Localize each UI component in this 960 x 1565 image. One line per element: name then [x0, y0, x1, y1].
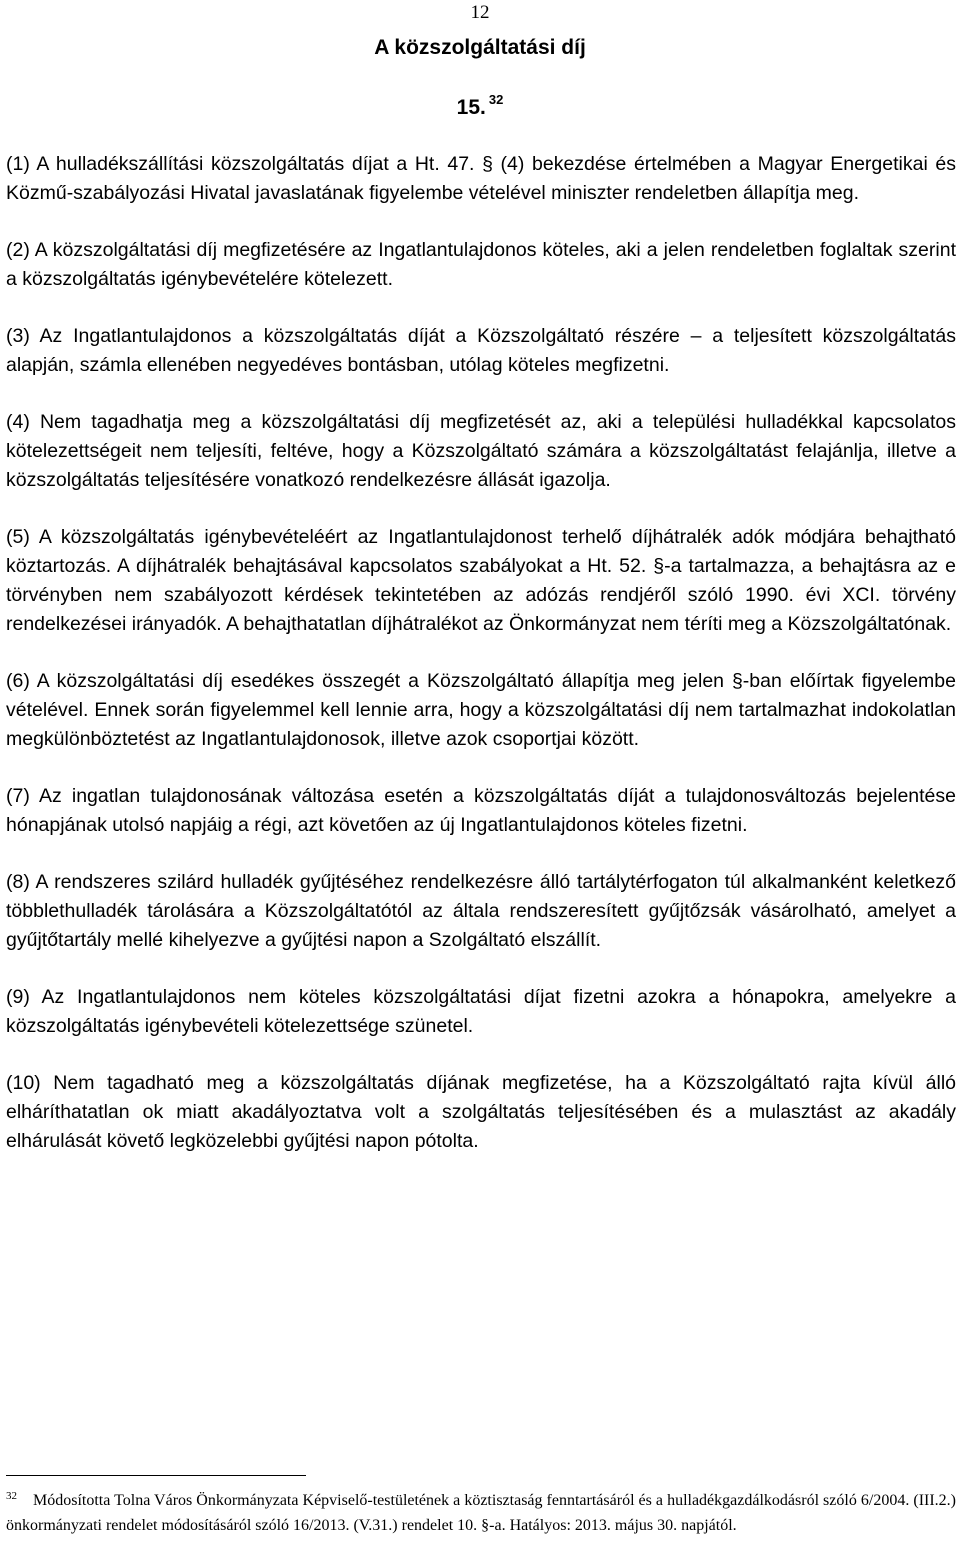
page-title: A közszolgáltatási díj [374, 36, 586, 59]
paragraph-4: (4) Nem tagadhatja meg a közszolgáltatási díj megfizetését az, aki a települési hulladékkal kapcsolatos kötelezettségeit nem teljesíti, feltéve, hogy a Közszolgáltató számára a közszolgáltatást felajánlja, illetve a közszolgáltatás teljesítésére vonatkozó rendelkezésre állását igazolja. [6, 411, 956, 491]
section-number-label: 15. [456, 96, 486, 119]
section-number [0, 92, 960, 120]
paragraph-1: (1) A hulladékszállítási közszolgáltatás díjat a Ht. 47. § (4) bekezdése értelmében a Magyar Energetikai és Közmű-szabályozási Hivatal javaslatának figyelembe vételével miniszter rendeletben állapítja meg. [6, 153, 956, 204]
page-number: 12 [470, 2, 490, 23]
paragraph-6: (6) A közszolgáltatási díj esedékes összegét a Közszolgáltató állapítja meg jelen §-ban előírtak figyelembe vételével. Ennek során figyelemmel kell lennie arra, hogy a közszolgáltatási díj nem tartalmazhat indokolatlan megkülönböztetést az Ingatlantulajdonosok, illetve azok csoportjai között. [6, 670, 956, 750]
paragraph-10: (10) Nem tagadható meg a közszolgáltatás díjának megfizetése, ha a Közszolgáltató rajta kívül álló elháríthatatlan ok miatt akadályoztatva volt a szolgáltatás teljesítésében és a mulasztást az akadály elhárulását követő legközelebbi gyűjtési napon pótolta. [6, 1072, 956, 1152]
footnote-reference[interactable]: 32 [488, 92, 504, 107]
paragraph-3: (3) Az Ingatlantulajdonos a közszolgáltatás díját a Közszolgáltató részére – a teljesített közszolgáltatás alapján, számla ellenében negyedéves bontásban, utólag köteles megfizetni. [6, 325, 956, 376]
footnote-text: Módosította Tolna Város Önkormányzata Képviselő-testületének a köztisztaság fenntartásáról és a hulladékgazdálkodásról szóló 6/2004. (III.2.) önkormányzati rendelet módosításáról szóló 16/2013. (V.31.) rendelet 10. §-a. Hatályos: 2013. május 30. napjától. [6, 1492, 956, 1534]
section-body [6, 150, 956, 1184]
paragraph-2: (2) A közszolgáltatási díj megfizetésére az Ingatlantulajdonos köteles, aki a jelen rendeletben foglaltak szerint a közszolgáltatás igénybevételére kötelezett. [6, 239, 956, 290]
paragraph-9: (9) Az Ingatlantulajdonos nem köteles közszolgáltatási díjat fizetni azokra a hónapokra, amelyekre a közszolgáltatás igénybevételi kötelezettsége szünetel. [6, 986, 956, 1037]
paragraph-7: (7) Az ingatlan tulajdonosának változása esetén a közszolgáltatás díját a tulajdonosváltozás bejelentése hónapjának utolsó napjáig a régi, azt követően az új Ingatlantulajdonos köteles fizetni. [6, 785, 956, 836]
paragraph-8: (8) A rendszeres szilárd hulladék gyűjtéséhez rendelkezésre álló tartálytérfogaton túl alkalmanként keletkező többlethulladék tárolására a Közszolgáltatótól az általa rendszeresített gyűjtőzsák vásárolható, amelyet a gyűjtőtartály mellé kihelyezve a gyűjtési napon a Szolgáltató elszállít. [6, 871, 956, 951]
footnote [6, 1489, 956, 1537]
footnote-divider [6, 1475, 306, 1476]
footnote-mark: 32 [6, 1490, 17, 1502]
paragraph-5: (5) A közszolgáltatás igénybevételéért az Ingatlantulajdonost terhelő díjhátralék adók módjára behajtható köztartozás. A díjhátralék behajtásával kapcsolatos szabályokat a Ht. 52. §-a tartalmazza, a behajtásra az e törvényben nem szabályozott kérdések tekintetében az adózás rendjéről szóló 1990. évi XCI. törvény rendelkezései irányadók. A behajthatatlan díjhátralékot az Önkormányzat nem téríti meg a Közszolgáltatónak. [6, 526, 956, 635]
